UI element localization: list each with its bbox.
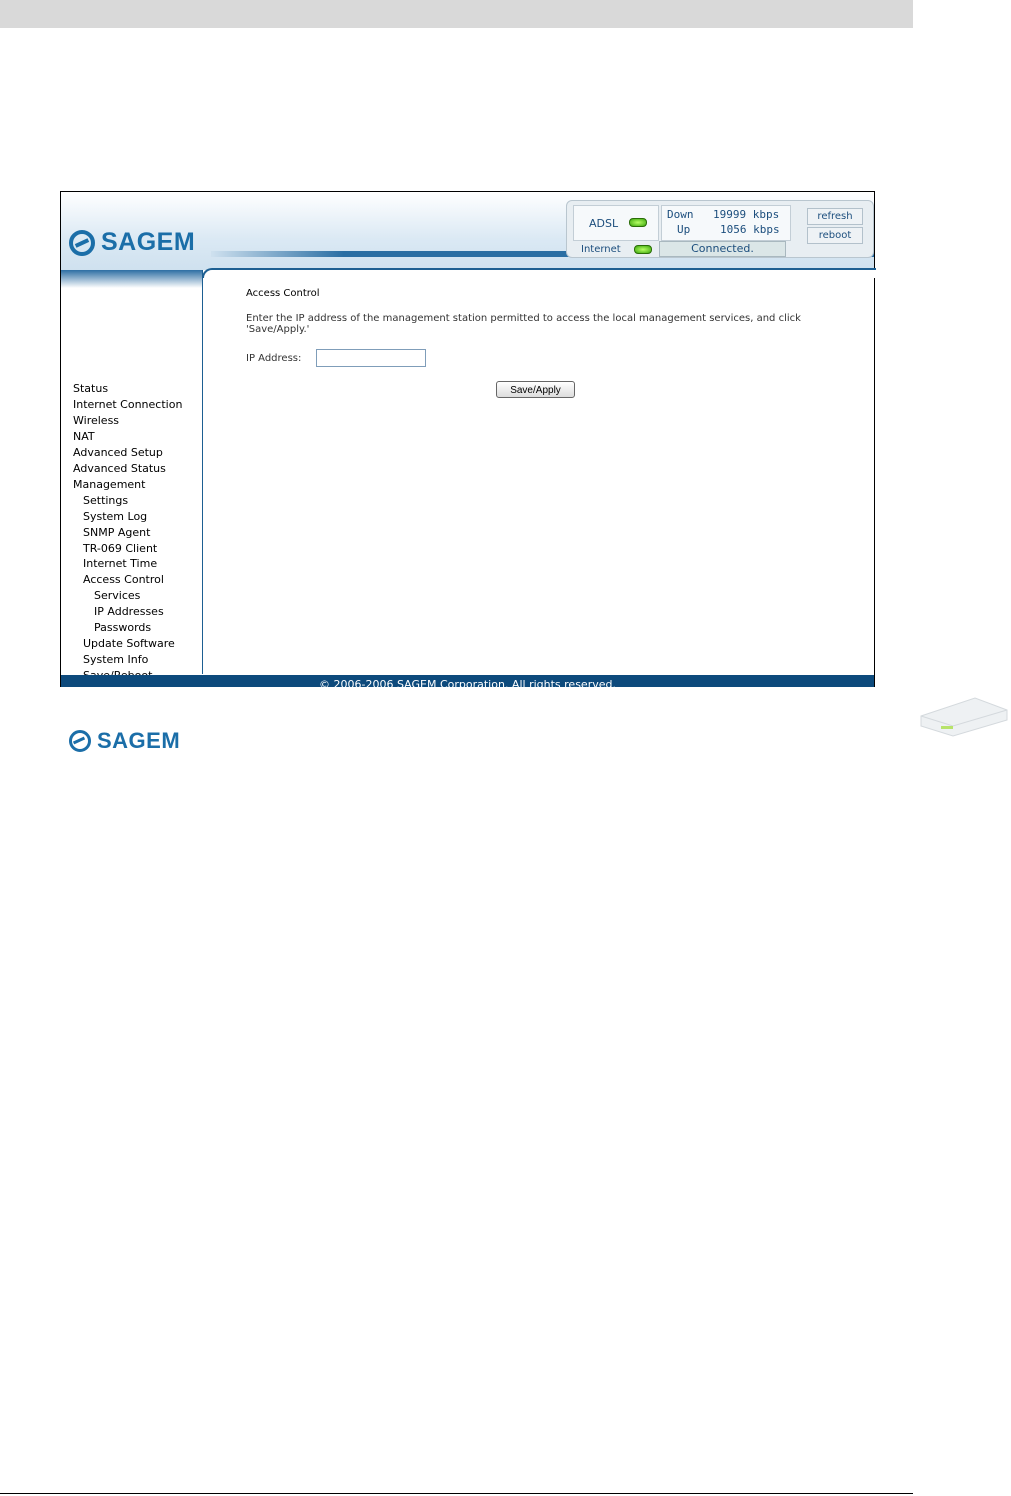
sidebar-item-update-software[interactable]: Update Software: [83, 637, 175, 651]
connection-status: Connected.: [659, 241, 786, 257]
sidebar-item-passwords[interactable]: Passwords: [94, 621, 152, 635]
sidebar-item-management[interactable]: Management: [73, 477, 146, 491]
sidebar-top-gradient: [61, 270, 202, 288]
sidebar-item-wireless[interactable]: Wireless: [73, 413, 120, 427]
ip-address-input[interactable]: [316, 349, 426, 367]
sidebar-item-snmp-agent[interactable]: SNMP Agent: [83, 525, 151, 539]
reboot-button[interactable]: reboot: [807, 227, 863, 244]
modem-device-icon: [915, 690, 1011, 738]
sidebar-nav: [73, 381, 182, 684]
main-content: [203, 270, 874, 674]
sagem-logo-icon: [69, 730, 91, 752]
ip-address-label: IP Address:: [246, 353, 302, 364]
down-label: Down: [667, 208, 694, 221]
bottom-rule: [0, 1493, 913, 1494]
sidebar-item-access-control[interactable]: Access Control: [83, 573, 164, 587]
up-rate: 1056 kbps: [720, 223, 780, 236]
sidebar-item-services[interactable]: Services: [94, 589, 141, 603]
adsl-label: ADSL: [589, 217, 619, 230]
sidebar-item-tr-069-client[interactable]: TR-069 Client: [83, 541, 158, 555]
top-gray-band: [0, 0, 913, 28]
sidebar-item-internet-connection[interactable]: Internet Connection: [73, 397, 183, 411]
up-label: Up: [677, 223, 691, 236]
sidebar-item-ip-addresses[interactable]: IP Addresses: [94, 605, 164, 619]
sidebar-item-system-info[interactable]: System Info: [83, 653, 149, 667]
save-apply-button[interactable]: Save/Apply: [496, 381, 575, 398]
adsl-led-icon: [629, 218, 647, 227]
page-title: Access Control: [246, 288, 320, 299]
sidebar-item-nat[interactable]: NAT: [73, 429, 95, 443]
header: [61, 192, 874, 270]
sidebar-item-internet-time[interactable]: Internet Time: [83, 557, 158, 571]
sidebar-logo: [69, 728, 180, 754]
internet-label: Internet: [581, 244, 621, 255]
refresh-button[interactable]: refresh: [807, 208, 863, 225]
sidebar-item-advanced-status[interactable]: Advanced Status: [73, 461, 166, 475]
status-panel: [566, 200, 874, 258]
sidebar-item-system-log[interactable]: System Log: [83, 509, 148, 523]
sidebar-item-status[interactable]: Status: [73, 382, 109, 395]
internet-led-icon: [634, 245, 652, 254]
logo-text: SAGEM: [101, 228, 196, 256]
sidebar: [61, 270, 203, 753]
sidebar-item-advanced-setup[interactable]: Advanced Setup: [73, 445, 163, 459]
footer-bar: [61, 675, 874, 691]
browser-screenshot-frame: [60, 191, 875, 753]
content-tab-edge: [202, 268, 876, 278]
sidebar-item-settings[interactable]: Settings: [83, 493, 129, 507]
sagem-logo: [69, 228, 195, 257]
down-rate: 19999 kbps: [713, 208, 780, 221]
sagem-logo-icon: [69, 230, 95, 256]
sidebar-logo-text: SAGEM: [97, 728, 181, 753]
page-description: Enter the IP address of the management station permitted to access the local management services, and click 'Save/Apply.': [246, 313, 801, 335]
copyright-text: © 2006-2006 SAGEM Corporation. All rights reserved.: [319, 678, 616, 691]
